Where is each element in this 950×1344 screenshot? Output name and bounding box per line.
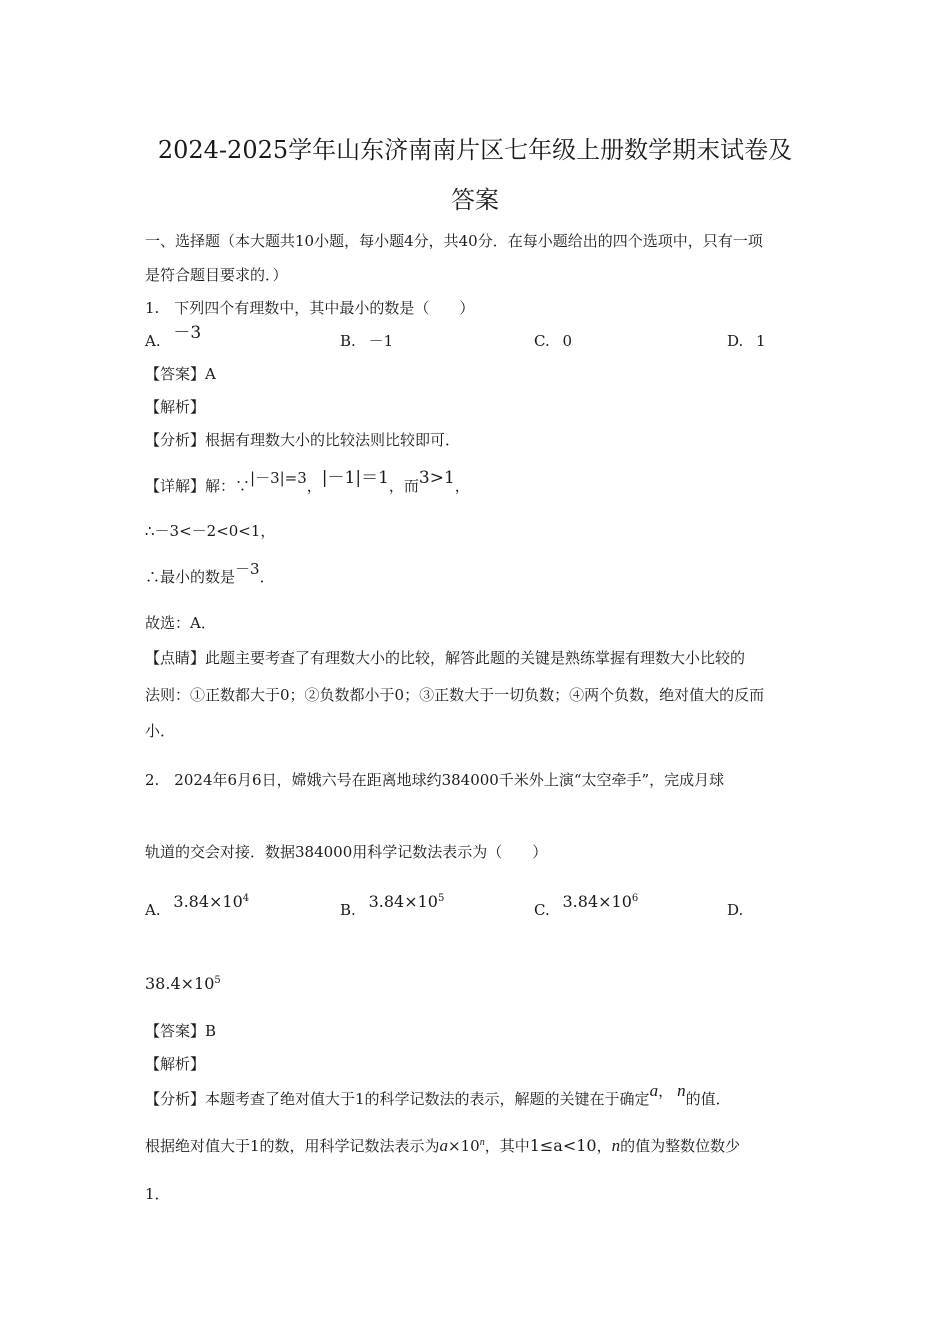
q2-rule-var-a: a — [439, 1136, 449, 1155]
q1-jiexi-heading: 【解析】 — [145, 398, 206, 416]
q1-comment-line3: 小． — [145, 722, 176, 740]
q2-rule-comma: ， — [596, 1137, 612, 1155]
q1-detail-abs-neg3: |－3|=3 — [250, 469, 307, 487]
q2-option-b-base: 3.84×10 — [368, 892, 438, 911]
q1-option-c-label: C. — [534, 332, 550, 350]
q1-detail-prefix: 【详解】解：∵ — [145, 477, 251, 495]
q1-detail-er: ，而 — [388, 477, 419, 495]
q2-option-b-label: B. — [340, 901, 356, 919]
q2-option-a — [145, 892, 250, 920]
q1-analysis: 【分析】根据有理数大小的比较法则比较即可． — [145, 431, 461, 449]
q2-rule-range: 1≤a<10 — [529, 1136, 597, 1155]
q1-option-c-value: 0 — [562, 332, 573, 350]
q2-analysis-var-n: n — [677, 1081, 686, 1100]
q1-option-d-label: D. — [727, 332, 744, 350]
q1-min-end: ． — [259, 568, 275, 586]
document-title-line1: 2024-2025学年山东济南南片区七年级上册数学期末试卷及 — [157, 136, 793, 164]
q1-option-a — [145, 323, 202, 351]
q1-comment-line2: 法则：①正数都大于0；②负数都小于0；③正数大于一切负数；④两个负数，绝对值大的反而 — [145, 686, 765, 704]
q1-comment-line1: 【点睛】此题主要考查了有理数大小的比较，解答此题的关键是熟练掌握有理数大小比较的 — [145, 649, 746, 667]
q2-option-d-value — [145, 974, 221, 994]
q1-stem: 1. 下列四个有理数中，其中最小的数是（ ） — [145, 299, 475, 317]
q2-analysis-prefix: 【分析】本题考查了绝对值大于1的科学记数法的表示，解题的关键在于确定 — [145, 1090, 650, 1108]
q2-rule-prefix: 根据绝对值大于1的数，用科学记数法表示为 — [145, 1137, 440, 1155]
q1-min-number — [145, 560, 275, 587]
q1-answer: 【答案】A — [145, 365, 216, 383]
q2-rule-end: 的值为整数位数少 — [620, 1137, 741, 1155]
document-title-line2: 答案 — [451, 186, 499, 214]
q2-analysis-var-a: a — [649, 1081, 659, 1100]
q2-option-b-value — [369, 892, 445, 911]
q1-option-a-value: －3 — [173, 323, 202, 343]
q2-option-a-base: 3.84×10 — [173, 892, 243, 911]
q2-answer: 【答案】B — [145, 1022, 217, 1040]
q1-option-c — [534, 331, 572, 351]
q2-option-d-label: D. — [727, 901, 744, 919]
q2-option-c-exponent: 6 — [631, 893, 639, 904]
q2-stem-line2: 轨道的交会对接．数据384000用科学记数法表示为（ ） — [145, 843, 548, 861]
q2-jiexi-heading: 【解析】 — [145, 1055, 206, 1073]
q2-analysis-sep: ， — [658, 1082, 674, 1100]
q2-rule-mid: ，其中 — [484, 1137, 530, 1155]
q2-rule — [145, 1136, 740, 1156]
q2-option-c — [534, 892, 639, 920]
q2-analysis-end: 的值． — [685, 1090, 731, 1108]
q2-option-a-exponent: 4 — [242, 893, 250, 904]
q1-min-prefix: ∴最小的数是 — [145, 568, 236, 586]
q1-detail-comma1: ， — [306, 477, 322, 495]
q1-option-d-value: 1 — [756, 332, 766, 350]
q1-detail — [145, 468, 470, 496]
q1-option-b-value: －1 — [368, 332, 394, 350]
q2-rule-last: 1． — [145, 1185, 170, 1203]
q1-choice: 故选：A． — [145, 614, 216, 632]
q1-inequality: ∴－3<－2<0<1， — [145, 522, 276, 540]
section-heading-line1: 一、选择题（本大题共10小题，每小题4分，共40分．在每小题给出的四个选项中，只有一项 — [145, 232, 763, 250]
q2-option-a-label: A. — [145, 901, 161, 919]
q2-option-b-exponent: 5 — [437, 893, 445, 904]
q2-analysis — [145, 1081, 731, 1109]
q2-stem-line1: 2. 2024年6月6日，嫦娥六号在距离地球约384000千米外上演“太空牵手”，完成月球 — [145, 771, 725, 789]
q2-option-d — [727, 900, 743, 920]
q1-detail-abs-neg1: |－1|＝1 — [321, 468, 389, 488]
q2-option-b — [340, 892, 445, 920]
q1-option-b-label: B. — [340, 332, 356, 350]
q2-option-d-base: 38.4×10 — [145, 974, 215, 993]
section-heading-line2: 是符合题目要求的．） — [145, 266, 288, 284]
q1-detail-end: ， — [454, 477, 470, 495]
q2-option-c-value — [563, 892, 639, 911]
q1-option-b — [340, 331, 393, 351]
q1-detail-compare: 3>1 — [418, 468, 455, 488]
q2-rule-var-n: n — [611, 1136, 621, 1155]
q2-option-c-label: C. — [534, 901, 550, 919]
q2-rule-exponent: n — [479, 1137, 485, 1148]
q2-option-a-value — [173, 892, 249, 911]
q1-option-d — [727, 331, 766, 351]
q1-min-value: －3 — [235, 560, 260, 578]
q1-option-a-label: A. — [145, 332, 161, 350]
q2-rule-times: ×10 — [448, 1137, 480, 1155]
q2-option-c-base: 3.84×10 — [562, 892, 632, 911]
q2-option-d-exponent: 5 — [214, 975, 221, 986]
